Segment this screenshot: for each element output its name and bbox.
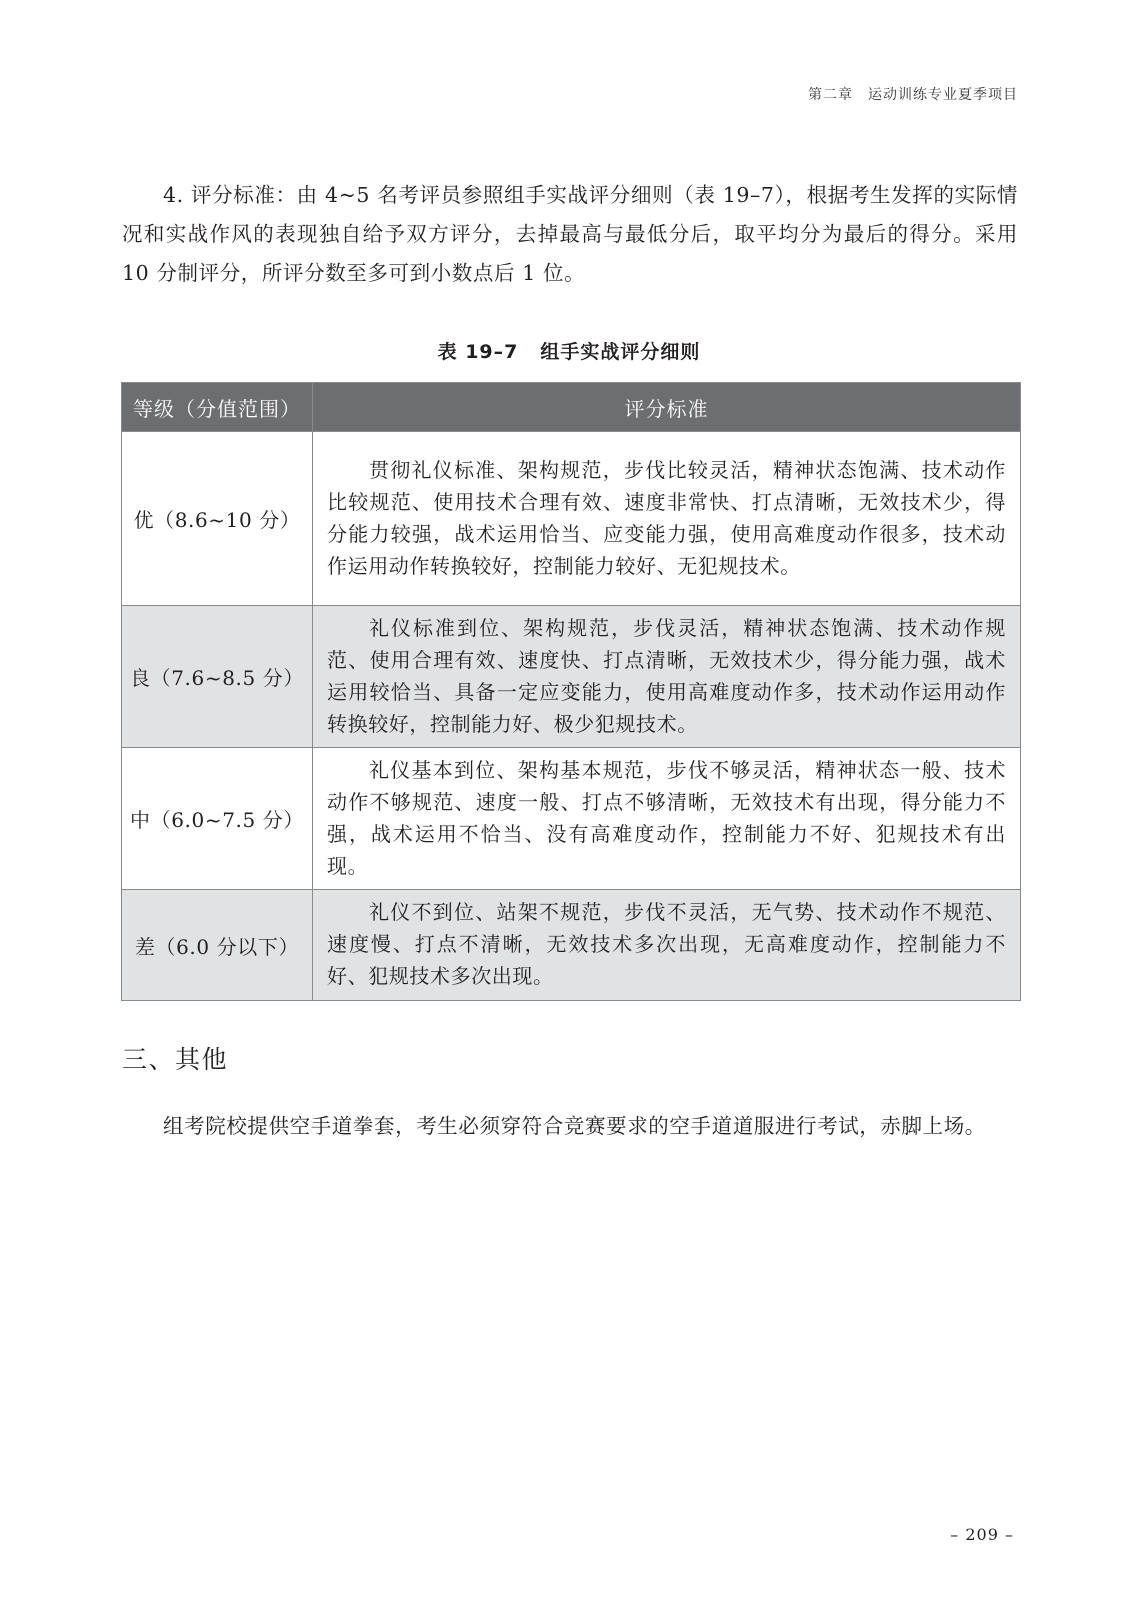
table-caption [0,337,1138,364]
table-row [122,748,1021,890]
column-header-grade: 等级（分值范围） [122,383,313,432]
grade-cell: 良（7.6~8.5 分） [122,606,313,748]
criteria-cell: 礼仪不到位、站架不规范，步伐不灵活，无气势、技术动作不规范、速度慢、打点不清晰，无效技术多次出现，无高难度动作，控制能力不好、犯规技术多次出现。 [313,890,1021,1001]
grade-cell: 优（8.6~10 分） [122,432,313,606]
criteria-cell: 贯彻礼仪标准、架构规范，步伐比较灵活，精神状态饱满、技术动作比较规范、使用技术合理有效、速度非常快、打点清晰，无效技术少，得分能力较强，战术运用恰当、应变能力强，使用高难度动作很多，技术动作运用动作转换较好，控制能力较好、无犯规技术。 [313,432,1021,606]
section-heading: 三、其他 [122,1045,229,1074]
table-caption-number: 表 19–7 [437,341,519,363]
running-header: 第二章 运动训练专业夏季项目 [808,87,1018,103]
table-header-row [122,383,1021,432]
table-row [122,432,1021,606]
grade-cell: 中（6.0~7.5 分） [122,748,313,890]
page-number: – 209 – [950,1525,1014,1544]
column-header-criteria: 评分标准 [313,383,1021,432]
scoring-table [121,382,1021,1001]
criteria-cell: 礼仪标准到位、架构规范，步伐灵活，精神状态饱满、技术动作规范、使用合理有效、速度快、打点清晰，无效技术少，得分能力强，战术运用较恰当、具备一定应变能力，使用高难度动作多，技术动作运用动作转换较好，控制能力好、极少犯规技术。 [313,606,1021,748]
table-row [122,890,1021,1001]
table-row [122,606,1021,748]
table-caption-title: 组手实战评分细则 [540,341,701,363]
grade-cell: 差（6.0 分以下） [122,890,313,1001]
scoring-paragraph: 4. 评分标准：由 4~5 名考评员参照组手实战评分细则（表 19–7），根据考生发挥的实际情况和实战作风的表现独自给予双方评分，去掉最高与最低分后，取平均分为最后的得分。采用 10 分制评分，所评分数至多可到小数点后 1 位。 [122,183,1018,285]
criteria-cell: 礼仪基本到位、架构基本规范，步伐不够灵活，精神状态一般、技术动作不够规范、速度一般、打点不够清晰，无效技术有出现，得分能力不强，战术运用不恰当、没有高难度动作，控制能力不好、犯规技术有出现。 [313,748,1021,890]
equipment-paragraph: 组考院校提供空手道拳套，考生必须穿符合竞赛要求的空手道道服进行考试，赤脚上场。 [163,1114,986,1138]
